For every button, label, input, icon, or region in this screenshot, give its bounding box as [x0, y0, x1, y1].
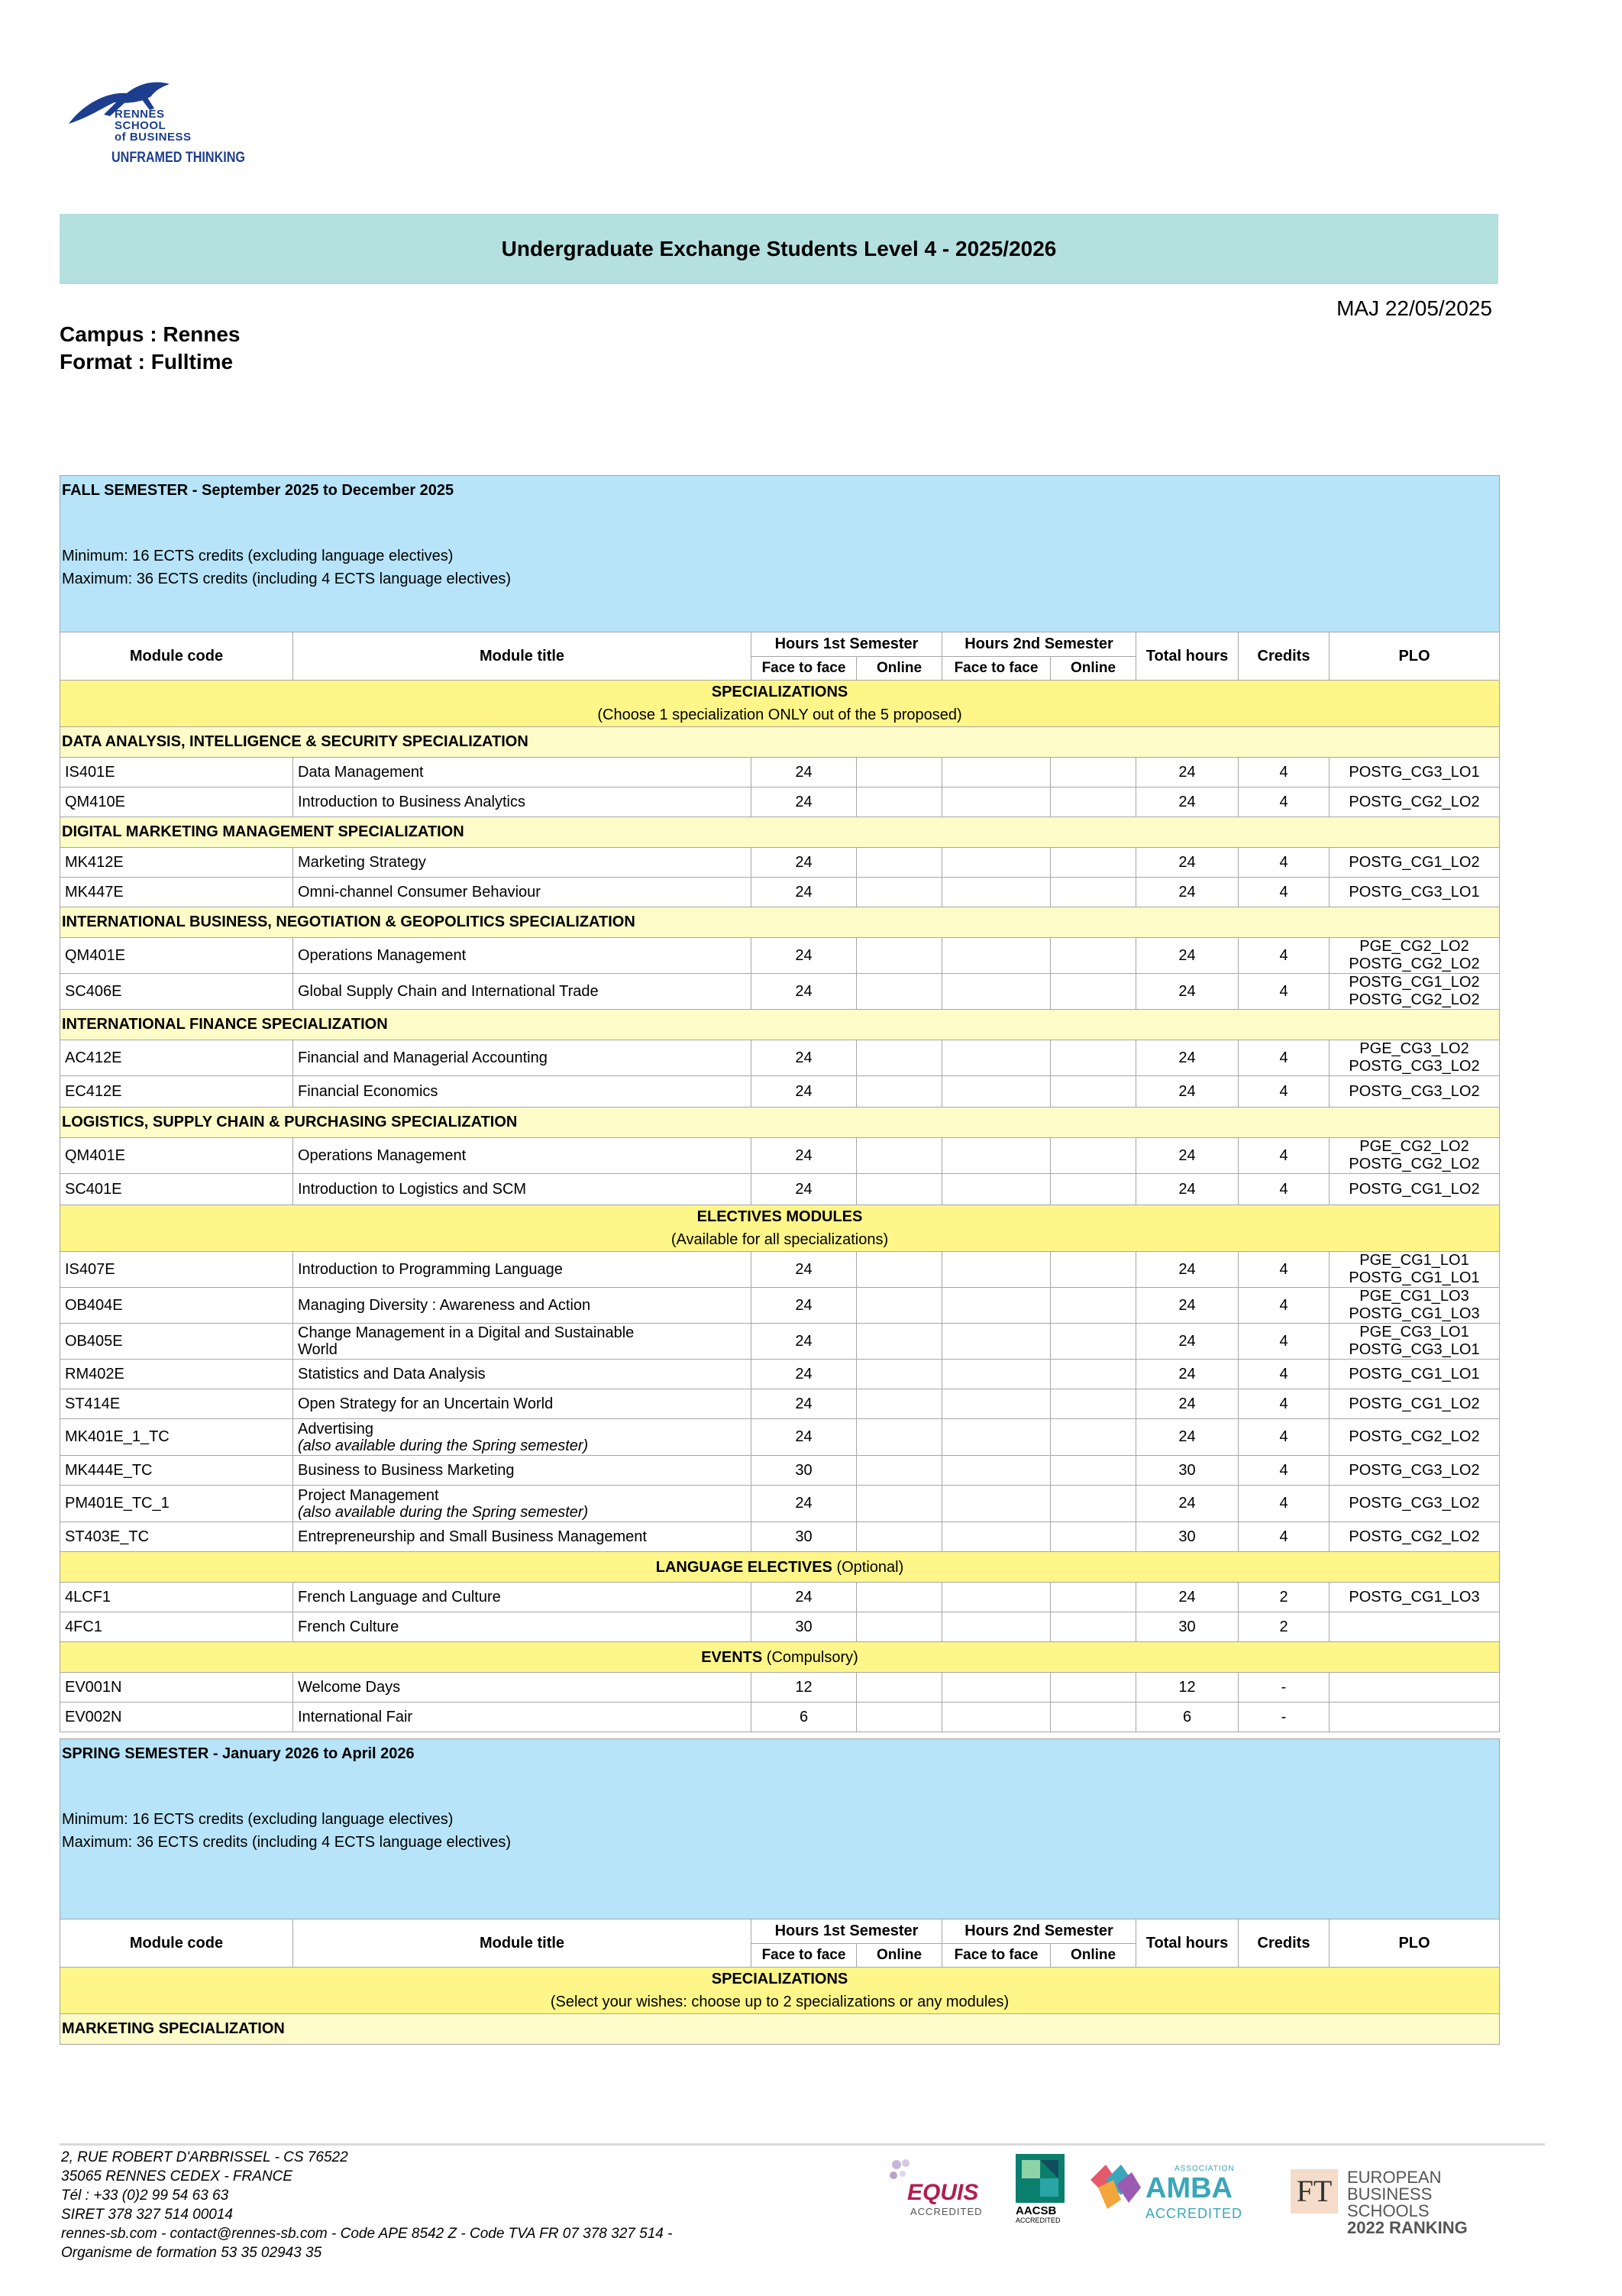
table-row: QM401E Operations Management 24 24 4 PGE_CG2_LO2 POSTG_CG2_LO2: [60, 1138, 1500, 1174]
col-credits: Credits: [1239, 632, 1330, 681]
table-row: 4LCF1 French Language and Culture 24 24 2 POSTG_CG1_LO3: [60, 1583, 1500, 1612]
table-row: ST403E_TC Entrepreneurship and Small Business Management 30 30 4 POSTG_CG2_LO2: [60, 1522, 1500, 1552]
aacsb-emblem-icon: [1016, 2154, 1065, 2203]
spring-semester-table: SPRING SEMESTER - January 2026 to April 2026 Minimum: 16 ECTS credits (excluding language electives) Maximum: 36 ECTS credits (including 4 ECTS language electives) Module code Module title Hours 1st Semester Hours 2nd Semester Total hours Credits PLO Face to face Online Face to face Online SPECIALIZATIONS (Select your wishes: choose up to 2 specializations or any modules) MARKETING SPECIALIZATION: [60, 1738, 1500, 2045]
col-module-title: Module title: [293, 632, 751, 681]
table-row: RM402E Statistics and Data Analysis 24 24 4 POSTG_CG1_LO1: [60, 1360, 1500, 1389]
table-row: PM401E_TC_1 Project Management (also available during the Spring semester) 24 24 4 POSTG_CG3_LO2: [60, 1486, 1500, 1522]
fall-semester-banner: FALL SEMESTER - September 2025 to December 2025 Minimum: 16 ECTS credits (excluding language electives) Maximum: 36 ECTS credits (including 4 ECTS language electives): [60, 476, 1500, 632]
table-row: ST414E Open Strategy for an Uncertain World 24 24 4 POSTG_CG1_LO2: [60, 1389, 1500, 1419]
spring-specializations-heading: SPECIALIZATIONS (Select your wishes: choose up to 2 specializations or any modules): [60, 1968, 1500, 2014]
electives-heading: ELECTIVES MODULES (Available for all specializations): [60, 1205, 1500, 1252]
update-date: MAJ 22/05/2025: [1336, 296, 1492, 320]
section-logistics: LOGISTICS, SUPPLY CHAIN & PURCHASING SPECIALIZATION: [60, 1108, 1500, 1138]
col-hours-1st: Hours 1st Semester: [751, 632, 942, 657]
specializations-heading: SPECIALIZATIONS (Choose 1 specialization ONLY out of the 5 proposed): [60, 681, 1500, 727]
events-heading: EVENTS (Compulsory): [60, 1642, 1500, 1673]
logo-wordmark: RENNES SCHOOL of BUSINESS: [115, 108, 192, 144]
table-row: 4FC1 French Culture 30 30 2: [60, 1612, 1500, 1642]
table-row: SC406E Global Supply Chain and International Trade 24 24 4 POSTG_CG1_LO2 POSTG_CG2_LO2: [60, 974, 1500, 1010]
campus-info: [60, 321, 241, 376]
table-row: MK401E_1_TC Advertising (also available during the Spring semester) 24 24 4 POSTG_CG2_LO2: [60, 1419, 1500, 1456]
section-marketing: MARKETING SPECIALIZATION: [60, 2014, 1500, 2045]
table-row: QM401E Operations Management 24 24 4 PGE_CG2_LO2 POSTG_CG2_LO2: [60, 938, 1500, 974]
equis-logo: EQUIS ACCREDITED: [887, 2154, 987, 2223]
ft-badge: FT: [1291, 2169, 1338, 2214]
table-row: OB404E Managing Diversity : Awareness and Action 24 24 4 PGE_CG1_LO3 POSTG_CG1_LO3: [60, 1288, 1500, 1324]
logo-tagline: UNFRAMED THINKING: [111, 150, 245, 166]
document-title: Undergraduate Exchange Students Level 4 - 2025/2026: [60, 214, 1498, 284]
format-label: Format : Fulltime: [60, 350, 234, 374]
table-row: IS407E Introduction to Programming Language 24 24 4 PGE_CG1_LO1 POSTG_CG1_LO1: [60, 1252, 1500, 1288]
section-international-finance: INTERNATIONAL FINANCE SPECIALIZATION: [60, 1010, 1500, 1040]
table-row: AC412E Financial and Managerial Accounting 24 24 4 PGE_CG3_LO2 POSTG_CG3_LO2: [60, 1040, 1500, 1076]
col-hours-2nd: Hours 2nd Semester: [942, 632, 1136, 657]
table-row: EV001N Welcome Days 12 12 -: [60, 1673, 1500, 1703]
col-plo: PLO: [1330, 632, 1500, 681]
table-row: QM410E Introduction to Business Analytics 24 24 4 POSTG_CG2_LO2: [60, 787, 1500, 817]
section-digital-marketing: DIGITAL MARKETING MANAGEMENT SPECIALIZATION: [60, 817, 1500, 848]
school-logo: [66, 76, 245, 168]
amba-logo: ASSOCIATION AMBA ACCREDITED: [1090, 2154, 1243, 2223]
section-international-business: INTERNATIONAL BUSINESS, NEGOTIATION & GEOPOLITICS SPECIALIZATION: [60, 907, 1500, 938]
footer-address: 2, RUE ROBERT D'ARBRISSEL - CS 76522 35065 RENNES CEDEX - FRANCE Tél : +33 (0)2 99 54 63 63 SIRET 378 327 514 00014 rennes-sb.com - contact@rennes-sb.com - Code APE 8542 Z - Code TVA FR 07 378 327 514 - Organisme de formation 53 35 02943 35: [61, 2149, 673, 2261]
language-electives-heading: LANGUAGE ELECTIVES (Optional): [60, 1552, 1500, 1583]
fall-semester-table: FALL SEMESTER - September 2025 to December 2025 Minimum: 16 ECTS credits (excluding language electives) Maximum: 36 ECTS credits (including 4 ECTS language electives) Module code Module title Hours 1st Semester Hours 2nd Semester Total hours Credits PLO Face to face Online Face to face Online SPECIALIZATIONS (Choose 1 specialization ONLY out of the 5 proposed) DATA ANALYSIS, INTELLIGENCE & SECURITY SPECIALIZATION IS401E Data Management 24 24 4 POSTG_CG3_LO1 QM410E Introduction to Business Analytics 24 24 4 POSTG_CG2_LO2 DIGITAL MARKETING MANAGEMENT SPECIALIZATION MK412E Marketing Strategy 24 24 4 POSTG_CG1_LO2 MK447E Omni-channel Consumer Behaviour 24 24 4 POSTG_CG3_LO1 INTERNATIONAL BUSINESS, NEGOTIATION & GEOPOLITICS SPECIALIZATION QM401E Operations Management 24 24 4 PGE_CG2_LO2 POSTG_CG2_LO2 SC406E Global Supply Chain and International Trade 24 24 4 POSTG_CG1_LO2 POSTG_CG2_LO2 INTERNATIONAL FINANCE SPECIALIZATION AC412E Financial and Managerial Accounting 24 24 4 PGE_CG3_LO2 POSTG_CG3_LO2 EC412E Financial Economics 24 24 4 POSTG_CG3_LO2 LOGISTICS, SUPPLY CHAIN & PURCHASING SPECIALIZATION QM401E Operations Management 24 24 4 PGE_CG2_LO2 POSTG_CG2_LO2 SC401E Introduction to Logistics and SCM 24 24 4 POSTG_CG1_LO2 ELECTIVES MODULES (Available for all specializations) IS407E Introduction to Programming Language 24 24 4 PGE_CG1_LO1 POSTG_CG1_LO1 OB404E Managing Diversity : Awareness and Action 24 24 4 PGE_CG1_LO3 POSTG_CG1_LO3 OB405E Change Management in a Digital and Sustainable World 24 24 4 PGE_CG3_LO1 POSTG_CG3_LO1 RM402E Statistics and Data Analysis 24 24 4 POSTG_CG1_LO1 ST414E Open Strategy for an Uncertain World 24 24 4 POSTG_CG1_LO2 MK401E_1_TC Advertising (also available during the Spring semester) 24 24 4 POSTG_CG2_LO2 MK444E_TC Business to Business Marketing 30 30 4 POSTG_CG3_LO2 PM401E_TC_1 Project Management (also available during the Spring semester) 24 24 4 POSTG_CG3_LO2 ST403E_TC Entrepreneurship and Small Business Management 30 30 4 POSTG_CG2_LO2 LANGUAGE ELECTIVES (Optional) 4LCF1 French Language and Culture 24 24 2 POSTG_CG1_LO3 4FC1 French Culture 30 30 2 EVENTS (Compulsory) EV001N Welcome Days 12 12 - EV002N International Fair 6 6 -: [60, 475, 1500, 1732]
table-row: MK444E_TC Business to Business Marketing 30 30 4 POSTG_CG3_LO2: [60, 1456, 1500, 1486]
ft-ranking-logo: FT EUROPEAN BUSINESS SCHOOLS 2022 RANKING: [1291, 2154, 1512, 2223]
footer-divider: [60, 2143, 1545, 2146]
table-row: EV002N International Fair 6 6 -: [60, 1703, 1500, 1732]
col-module-code: Module code: [60, 632, 293, 681]
amba-emblem-icon: [1090, 2165, 1141, 2210]
spring-semester-banner: SPRING SEMESTER - January 2026 to April 2026 Minimum: 16 ECTS credits (excluding language electives) Maximum: 36 ECTS credits (including 4 ECTS language electives): [60, 1739, 1500, 1919]
section-data-analysis: DATA ANALYSIS, INTELLIGENCE & SECURITY SPECIALIZATION: [60, 727, 1500, 758]
campus-label: Campus : Rennes: [60, 322, 241, 346]
table-row: OB405E Change Management in a Digital and Sustainable World 24 24 4 PGE_CG3_LO1 POSTG_CG3_LO1: [60, 1324, 1500, 1360]
table-row: MK412E Marketing Strategy 24 24 4 POSTG_CG1_LO2: [60, 848, 1500, 878]
table-row: IS401E Data Management 24 24 4 POSTG_CG3_LO1: [60, 758, 1500, 787]
table-row: MK447E Omni-channel Consumer Behaviour 24 24 4 POSTG_CG3_LO1: [60, 878, 1500, 907]
col-total-hours: Total hours: [1136, 632, 1239, 681]
table-row: EC412E Financial Economics 24 24 4 POSTG_CG3_LO2: [60, 1076, 1500, 1108]
aacsb-logo: AACSB ACCREDITED: [1016, 2154, 1069, 2223]
table-row: SC401E Introduction to Logistics and SCM 24 24 4 POSTG_CG1_LO2: [60, 1174, 1500, 1205]
